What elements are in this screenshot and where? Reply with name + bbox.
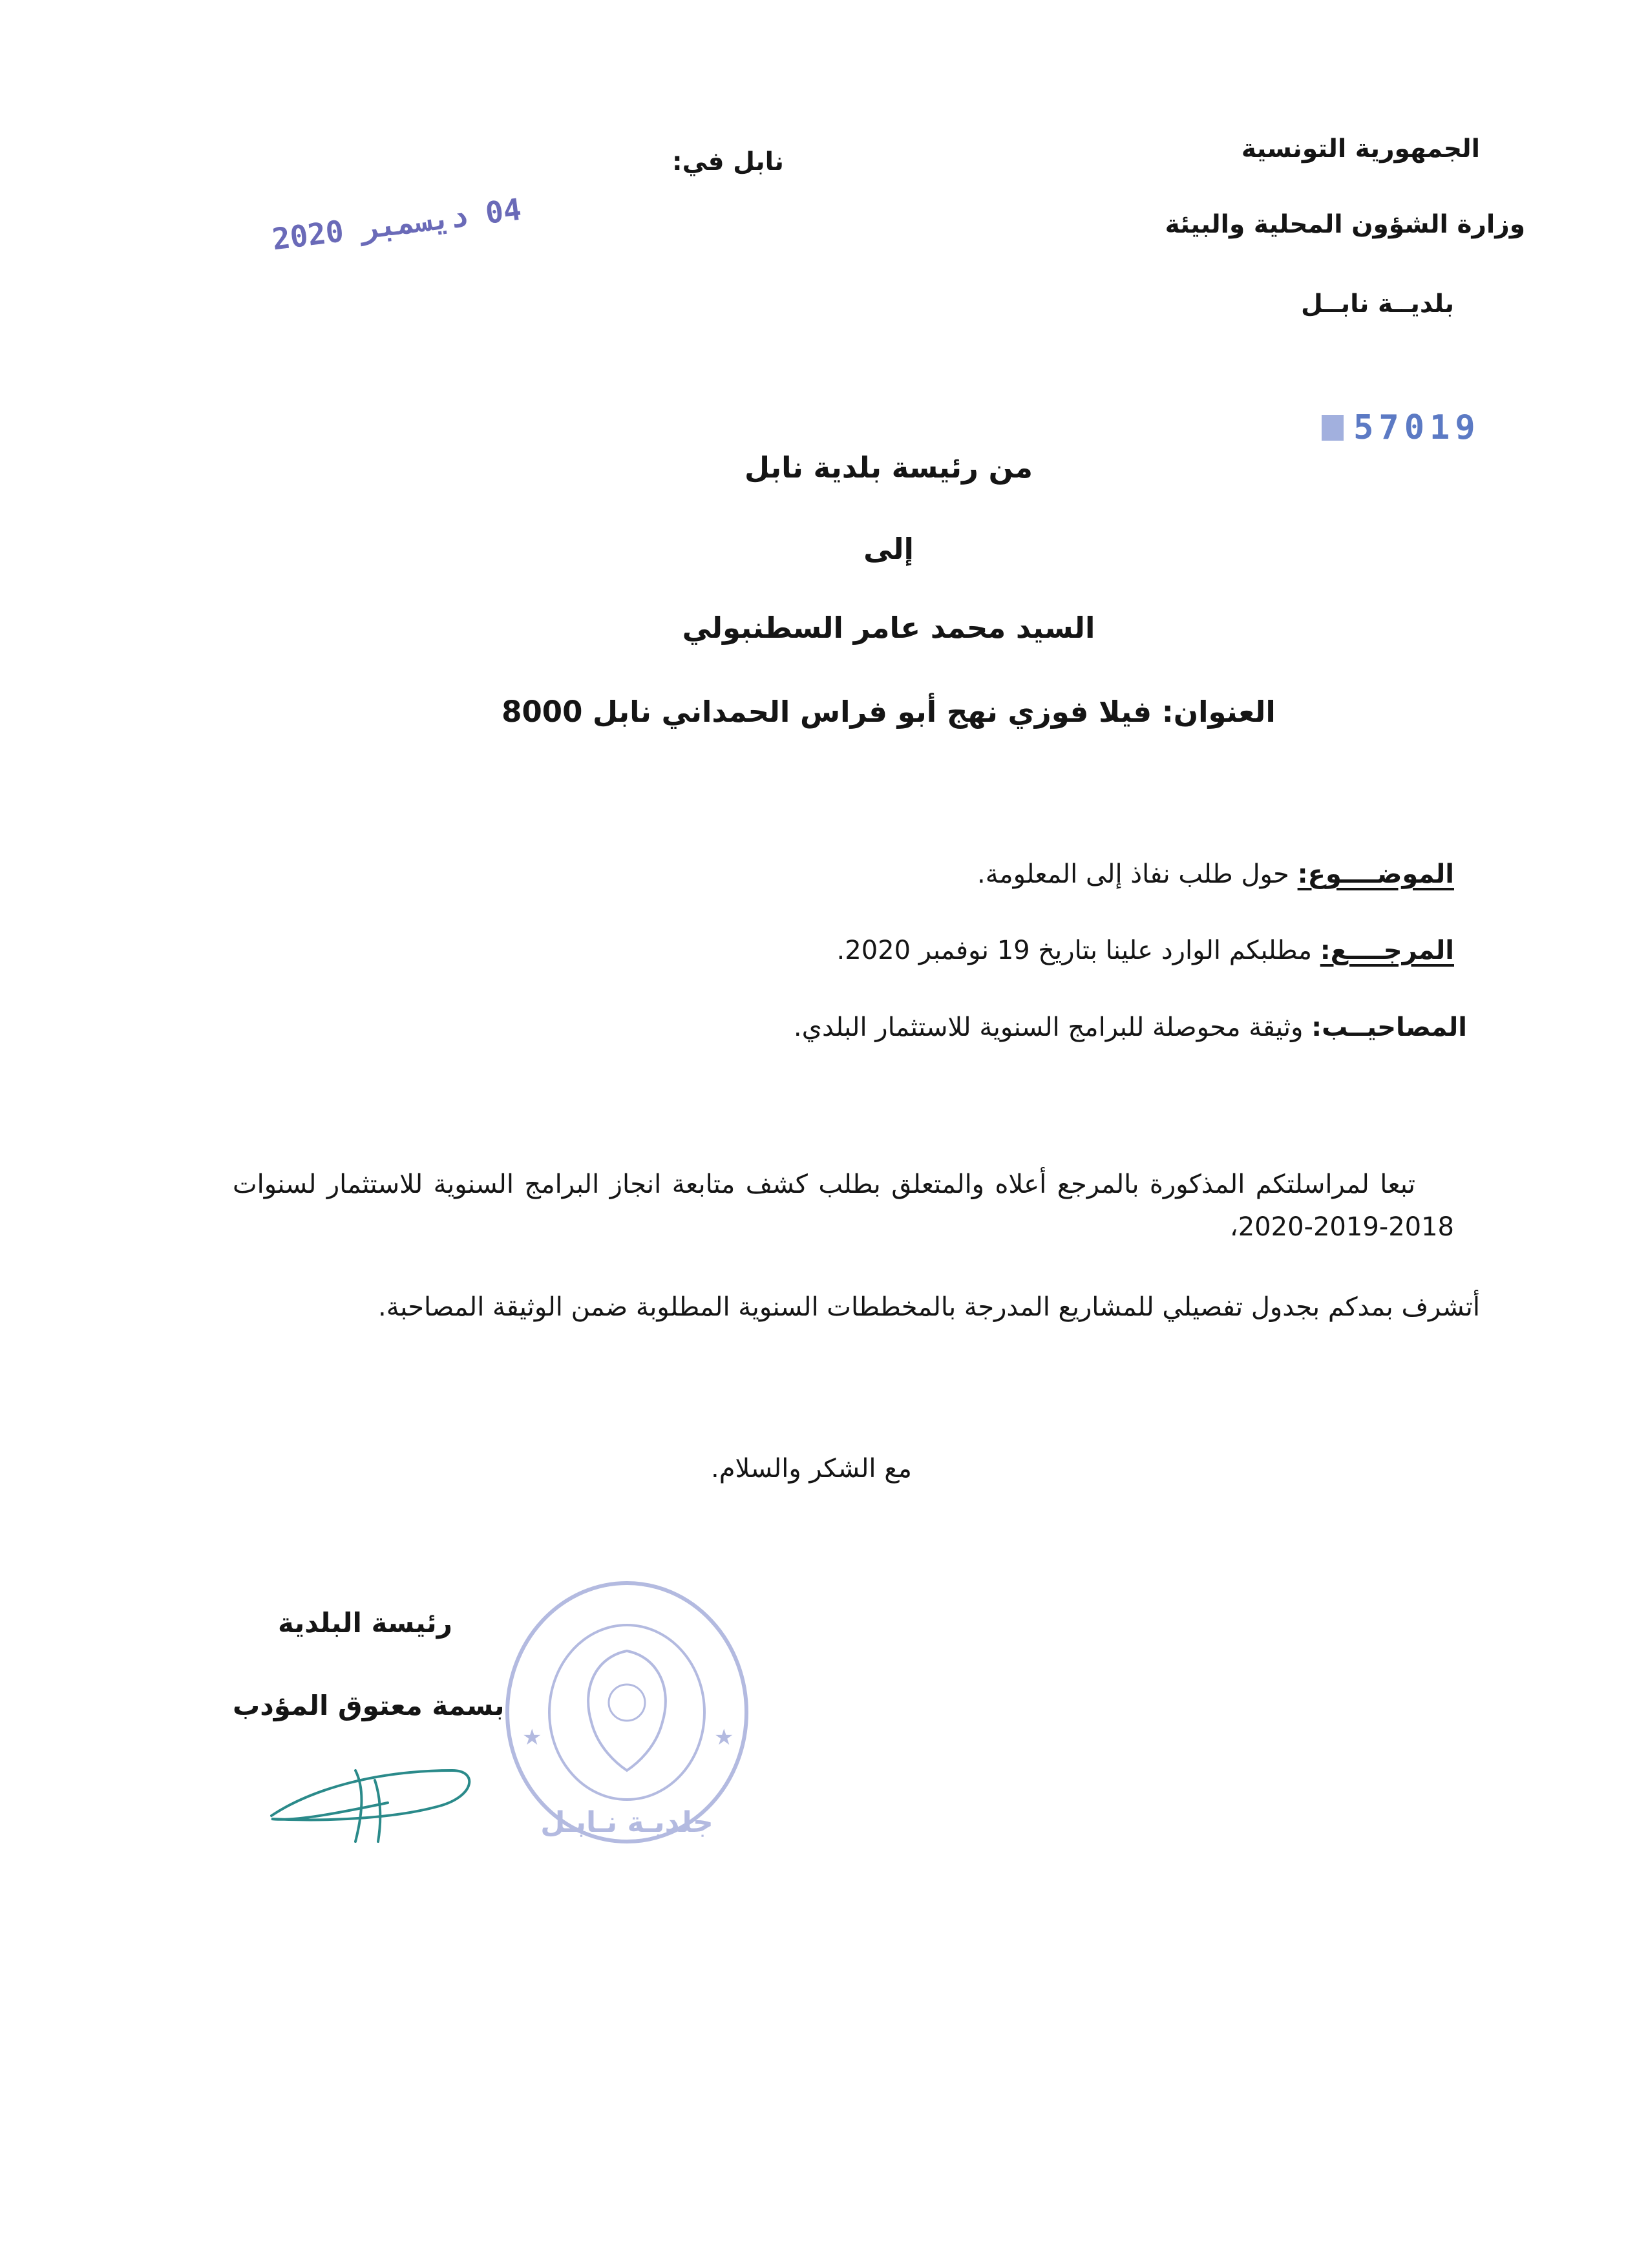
letter-recipient: السيد محمد عامر السطنبولي (682, 611, 1095, 645)
closing-line: مع الشكر والسلام. (711, 1454, 912, 1484)
attachment-label: المصاحيــب: (1311, 1013, 1467, 1042)
municipality-header: بلديــة نابــل (1300, 289, 1454, 319)
subject-value: حول طلب نفاذ إلى المعلومة. (977, 859, 1298, 889)
place-date-label: نابل في: (672, 147, 784, 176)
svg-text:★: ★ (522, 1725, 542, 1750)
date-stamp: 04 ديسمبر 2020 (270, 191, 523, 257)
letter-address: العنوان: فيلا فوزي نهج أبو فراس الحمداني نابل 8000 (502, 695, 1276, 729)
municipal-seal (498, 1577, 756, 1848)
attachment-line (794, 1013, 1467, 1042)
subject-label: الموضــــوع: (1297, 859, 1454, 889)
reference-stamp (1322, 408, 1481, 447)
seal-text: جلديـة نـابـل (540, 1806, 713, 1839)
subject-line (977, 859, 1454, 889)
letter-to: إلى (863, 532, 914, 566)
letter-from: من رئيسة بلدية نابل (745, 450, 1033, 485)
svg-text:★: ★ (714, 1725, 734, 1750)
attachment-value: وثيقة محوصلة للبرامج السنوية للاستثمار البلدي. (793, 1013, 1312, 1042)
body-paragraph-2: أتشرف بمدكم بجدول تفصيلي للمشاريع المدرجة بالمخططات السنوية المطلوبة ضمن الوثيقة المصاحبة. (378, 1292, 1480, 1322)
reference-line (837, 936, 1454, 965)
handwritten-signature (259, 1745, 491, 1848)
signature-title: رئيسة البلدية (278, 1607, 452, 1639)
body-paragraph-1: تبعا لمراسلتكم المذكورة بالمرجع أعلاه والمتعلق بطلب كشف متابعة انجاز البرامج السنوية للاستثمار لسنوات 2018-2019-2020، (233, 1170, 1454, 1242)
ministry-header: وزارة الشؤون المحلية والبيئة (1165, 210, 1525, 239)
reference-number: 57019 (1353, 408, 1481, 447)
reference-label: المرجــــع: (1320, 936, 1454, 965)
stamp-box-icon (1322, 415, 1344, 441)
republic-header: الجمهورية التونسية (1241, 134, 1480, 163)
reference-value: مطلبكم الوارد علينا بتاريخ 19 نوفمبر 2020. (836, 936, 1320, 965)
signature-name: بسمة معتوق المؤدب (233, 1690, 505, 1721)
